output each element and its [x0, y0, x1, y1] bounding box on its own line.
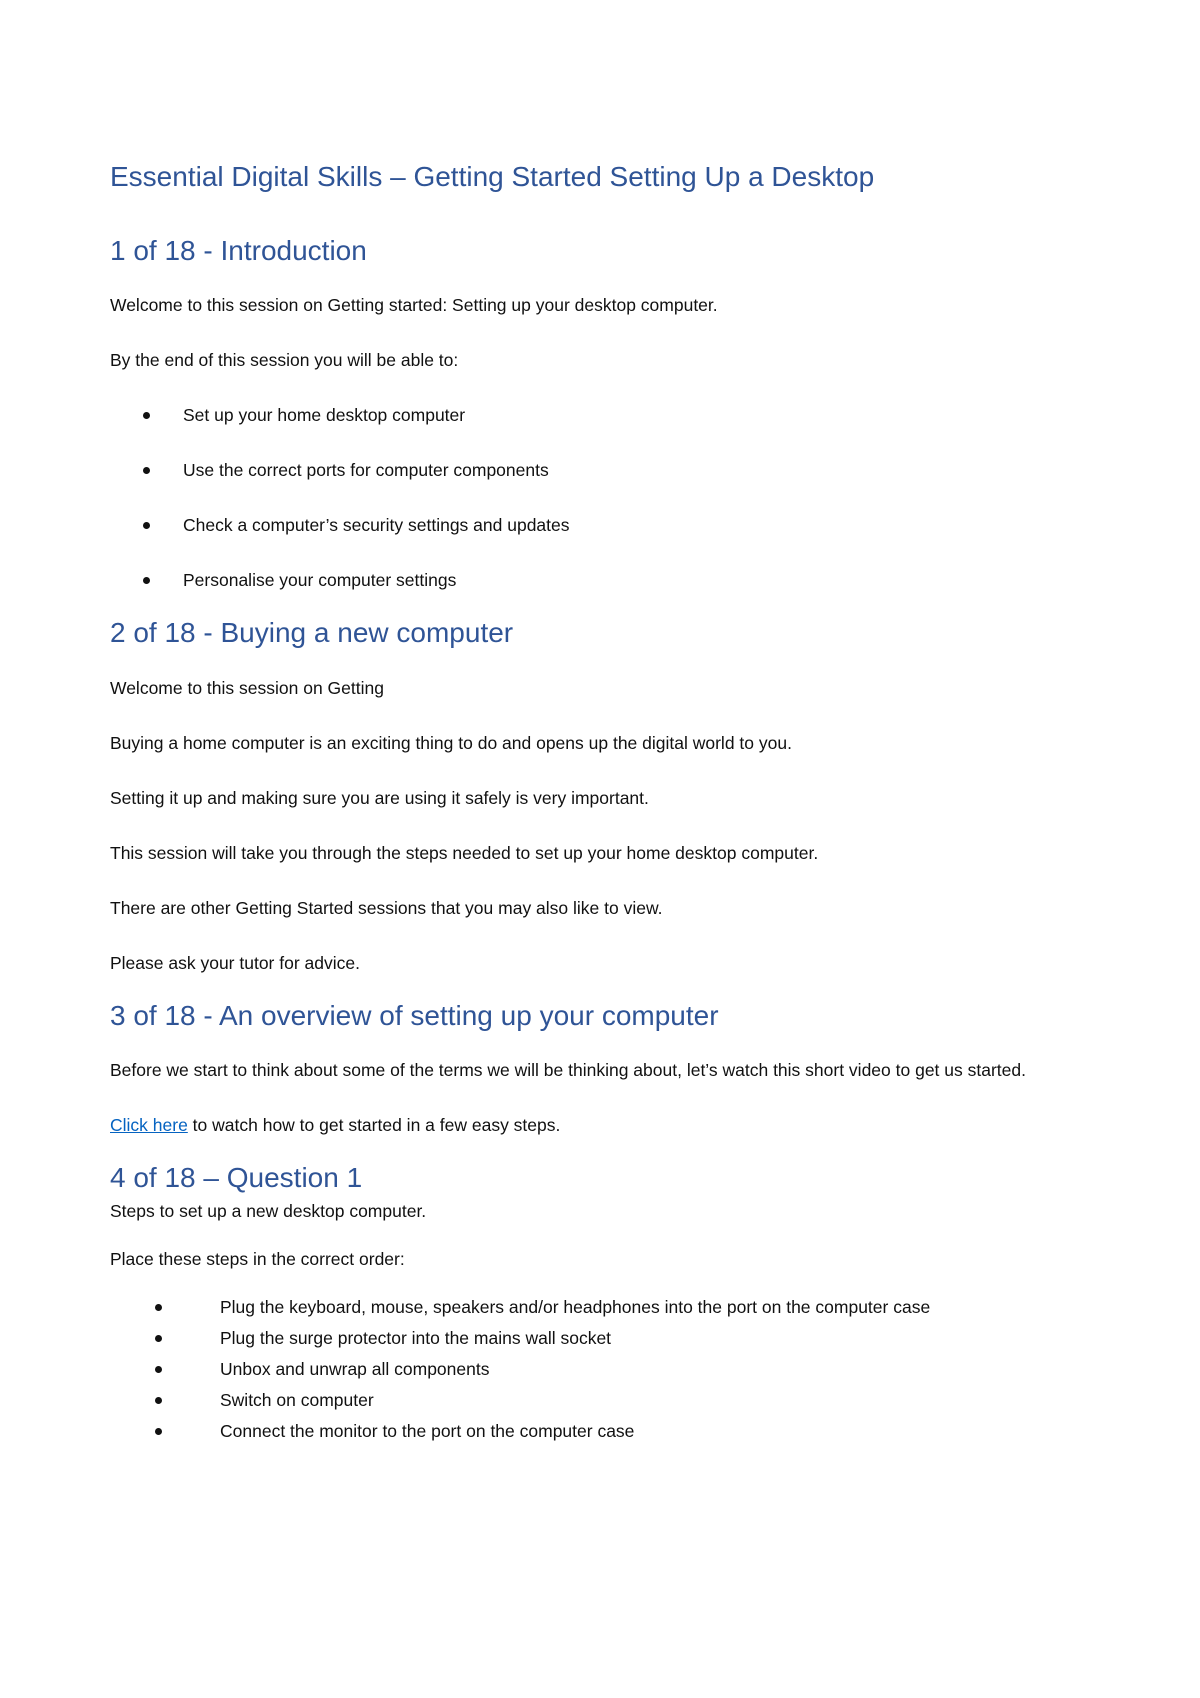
- paragraph: By the end of this session you will be able to:: [110, 350, 459, 371]
- list-item: [110, 1419, 1100, 1443]
- paragraph: This session will take you through the steps needed to set up your home desktop computer.: [110, 842, 819, 863]
- paragraph: Welcome to this session on Getting: [110, 677, 384, 698]
- list-item: [110, 1388, 1100, 1412]
- paragraph: Before we start to think about some of the terms we will be thinking about, let’s watch this short video to get us started.: [110, 1060, 1026, 1081]
- list-item-text: Switch on computer: [220, 1389, 374, 1410]
- section-heading-question-1: 4 of 18 – Question 1: [110, 1162, 363, 1194]
- paragraph-with-link: [110, 1113, 1100, 1137]
- paragraph: There are other Getting Started sessions that you may also like to view.: [110, 897, 663, 918]
- paragraph: Place these steps in the correct order:: [110, 1248, 405, 1269]
- link-trailing-text: to watch how to get started in a few easy steps.: [187, 1115, 561, 1136]
- list-item-text: Plug the keyboard, mouse, speakers and/or headphones into the port on the computer case: [220, 1296, 931, 1317]
- list-item-text: Use the correct ports for computer components: [183, 460, 549, 481]
- list-item-text: Connect the monitor to the port on the computer case: [220, 1420, 635, 1441]
- list-item-text: Unbox and unwrap all components: [220, 1358, 490, 1379]
- paragraph: Setting it up and making sure you are using it safely is very important.: [110, 787, 649, 808]
- list-item: [110, 458, 1100, 482]
- list-item: [110, 513, 1100, 537]
- bullet-icon: [155, 1304, 162, 1311]
- click-here-link[interactable]: Click here: [110, 1115, 188, 1136]
- list-item: [110, 1326, 1100, 1350]
- paragraph: Buying a home computer is an exciting thing to do and opens up the digital world to you.: [110, 732, 792, 753]
- bullet-icon: [143, 467, 150, 474]
- paragraph: Welcome to this session on Getting started: Setting up your desktop computer.: [110, 295, 718, 316]
- paragraph: Steps to set up a new desktop computer.: [110, 1200, 427, 1221]
- list-item-text: Personalise your computer settings: [183, 570, 457, 591]
- paragraph: Please ask your tutor for advice.: [110, 952, 360, 973]
- bullet-icon: [155, 1335, 162, 1342]
- section-heading-buying: 2 of 18 - Buying a new computer: [110, 617, 514, 649]
- bullet-list-objectives: [110, 403, 1100, 592]
- list-item-text: Set up your home desktop computer: [183, 405, 466, 426]
- bullet-icon: [155, 1397, 162, 1404]
- bullet-icon: [143, 412, 150, 419]
- bullet-icon: [155, 1428, 162, 1435]
- bullet-icon: [155, 1366, 162, 1373]
- list-item-text: Plug the surge protector into the mains wall socket: [220, 1327, 612, 1348]
- bullet-list-steps: [110, 1295, 1100, 1443]
- list-item-text: Check a computer’s security settings and updates: [183, 515, 570, 536]
- section-heading-overview: 3 of 18 - An overview of setting up your computer: [110, 999, 719, 1031]
- list-item: [110, 403, 1100, 427]
- document-title: Essential Digital Skills – Getting Started Setting Up a Desktop: [110, 161, 875, 192]
- section-heading-introduction: 1 of 18 - Introduction: [110, 234, 367, 266]
- list-item: [110, 1357, 1100, 1381]
- list-item: [110, 568, 1100, 592]
- bullet-icon: [143, 577, 150, 584]
- bullet-icon: [143, 522, 150, 529]
- list-item: [110, 1295, 1100, 1319]
